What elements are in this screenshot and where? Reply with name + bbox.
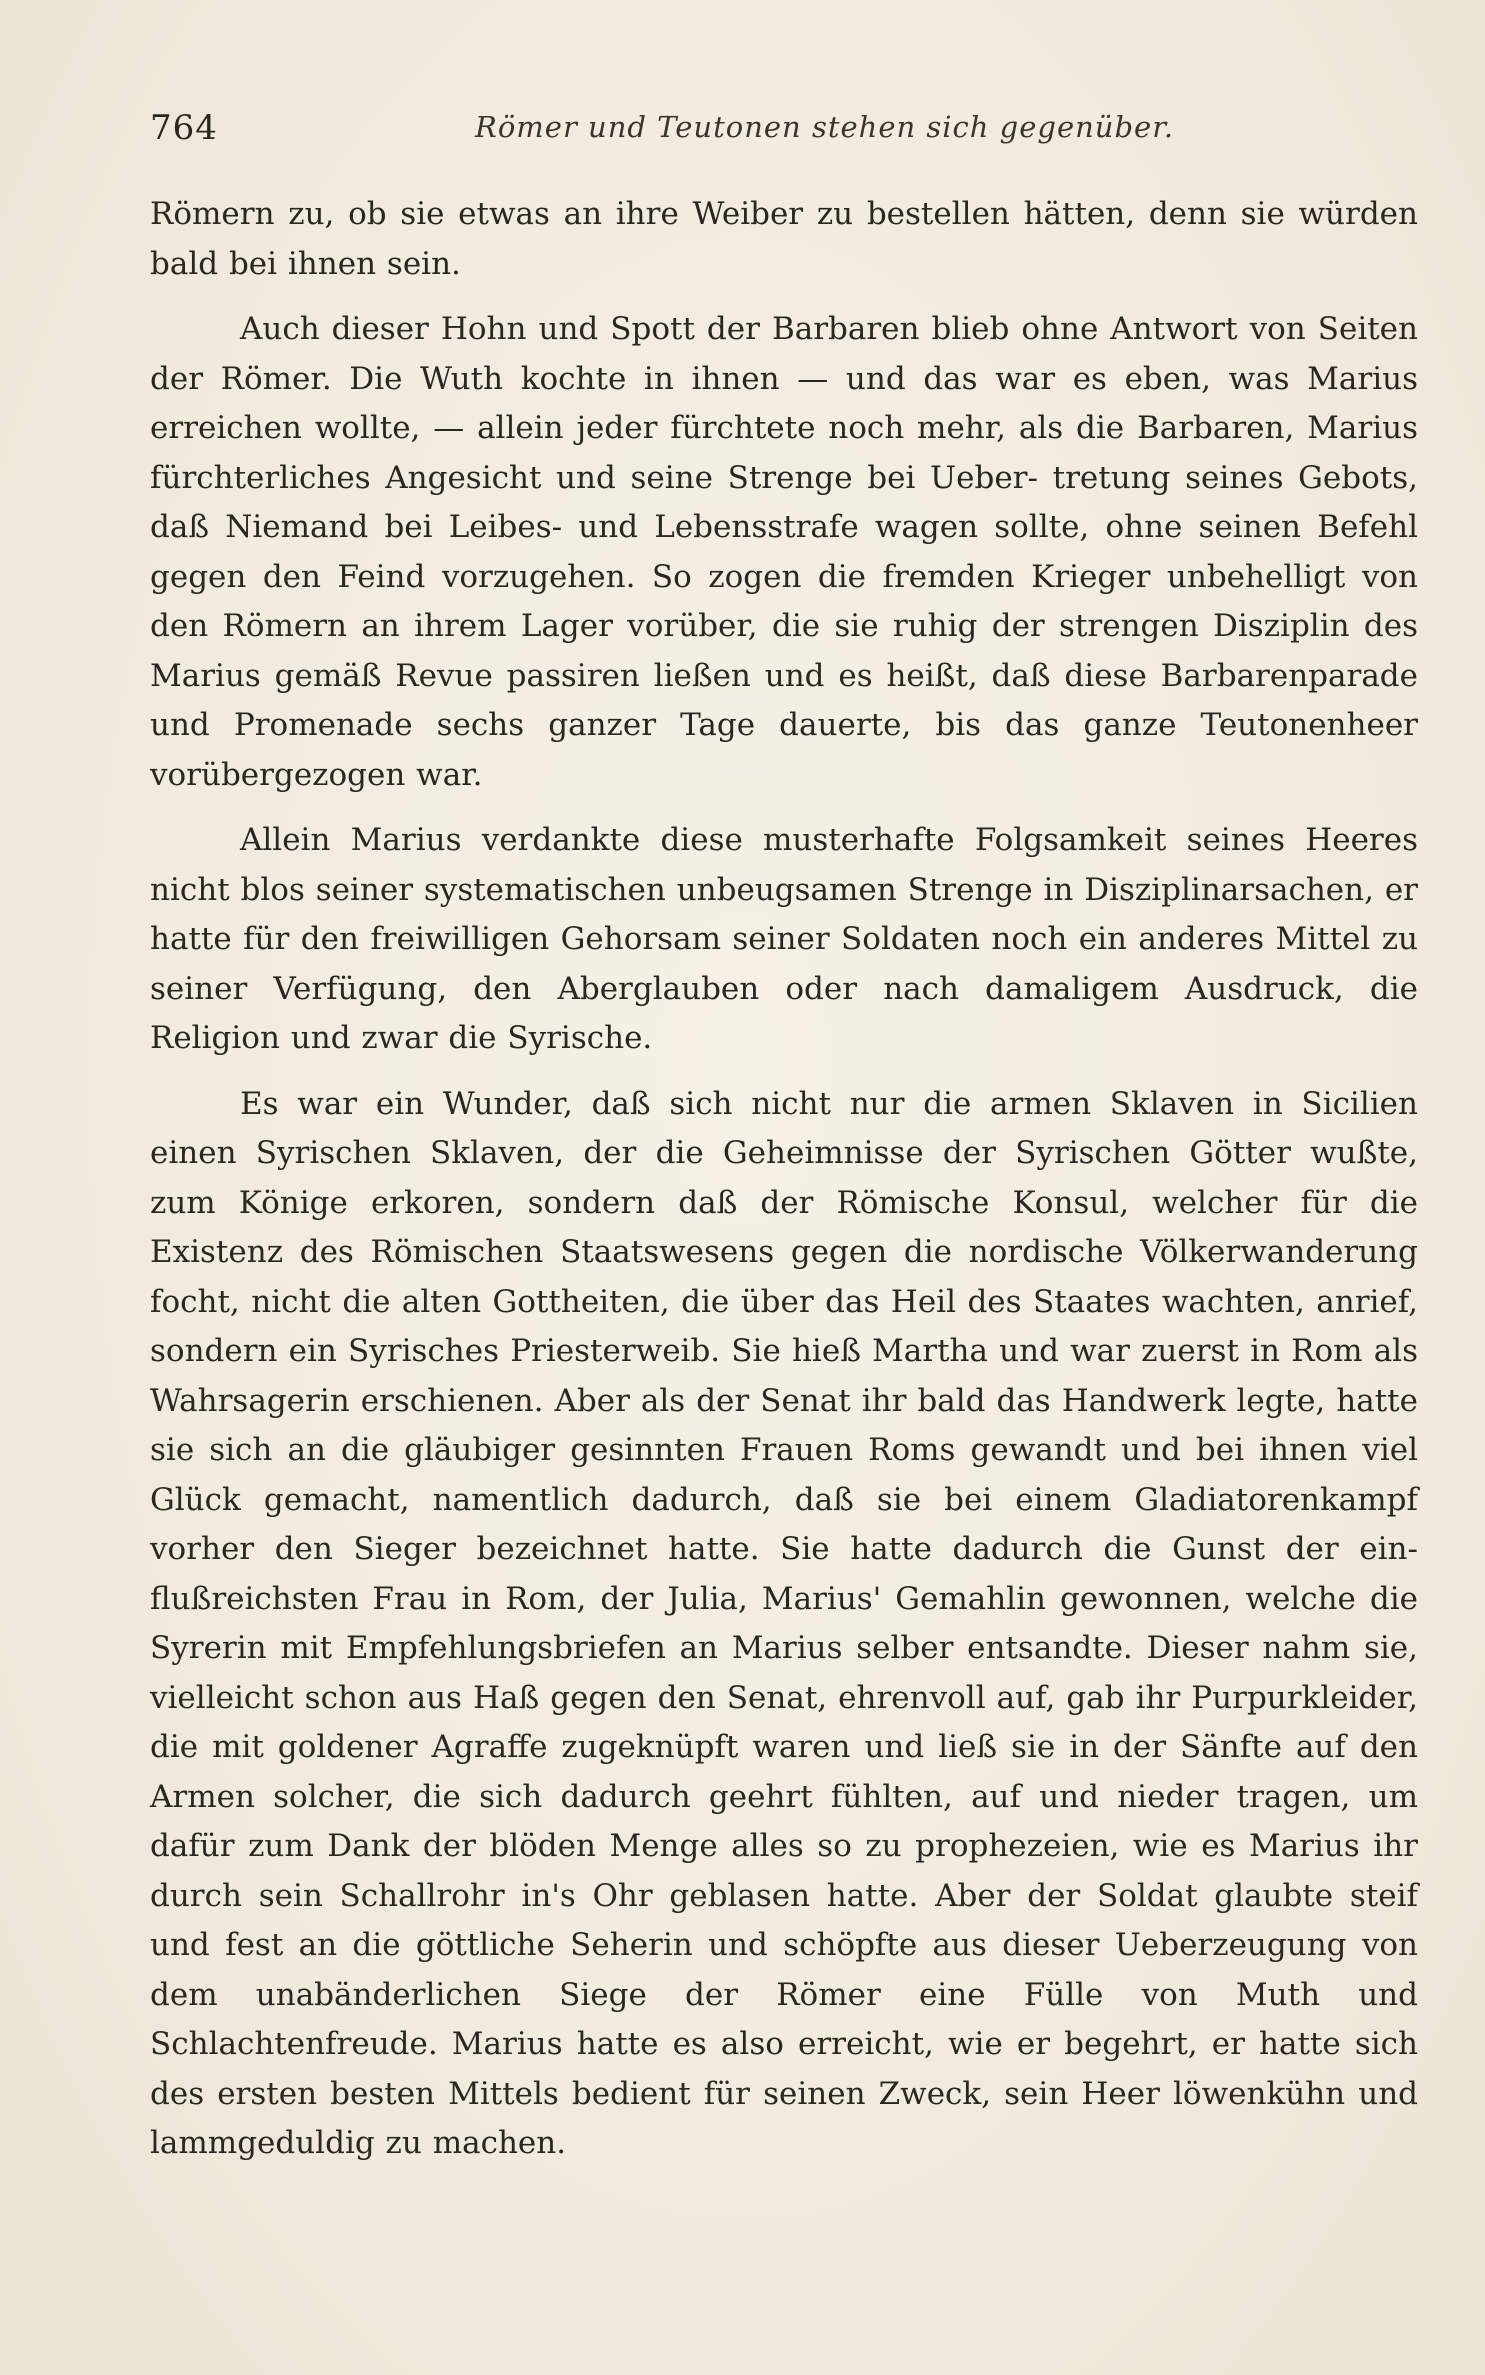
page-number: 764 [150, 108, 218, 148]
page-header [150, 108, 1420, 148]
paragraph: Allein Marius verdankte diese musterhafte Folgsamkeit seines Heeres nicht blos seiner systematischen unbeugsamen Strenge in Disziplinarsachen, er hatte für den freiwilligen Gehorsam seiner Soldaten noch ein anderes Mittel zu seiner Verfügung, den Aberglauben oder nach damaligem Ausdruck, die Religion und zwar die Syrische. [150, 822, 1418, 1056]
paragraph: Es war ein Wunder, daß sich nicht nur die armen Sklaven in Sicilien einen Syrischen Sklaven, der die Geheimnisse der Syrischen Götter wußte, zum Könige erkoren, sondern daß der Römische Konsul, welcher für die Existenz des Römischen Staatswesens gegen die nordische Völkerwanderung focht, nicht die alten Gottheiten, die über das Heil des Staates wachten, anrief, sondern ein Syrisches Priesterweib. Sie hieß Martha und war zuerst in Rom als Wahrsagerin erschienen. Aber als der Senat ihr bald das Handwerk legte, hatte sie sich an die gläubiger gesinnten Frauen Roms gewandt und bei ihnen viel Glück gemacht, namentlich dadurch, daß sie bei einem Gladiatorenkampf vorher den Sieger bezeichnet hatte. Sie hatte dadurch die Gunst der ein- flußreichsten Frau in Rom, der Julia, Marius' Gemahlin gewonnen, welche die Syrerin mit Empfehlungsbriefen an Marius selber entsandte. Dieser nahm sie, vielleicht schon aus Haß gegen den Senat, ehrenvoll auf, gab ihr Purpurkleider, die mit goldener Agraffe zugeknüpft waren und ließ sie in der Sänfte auf den Armen solcher, die sich dadurch geehrt fühlten, auf und nieder tragen, um dafür zum Dank der blöden Menge alles so zu prophezeien, wie es Marius ihr durch sein Schallrohr in's Ohr geblasen hatte. Aber der Soldat glaubte steif und fest an die göttliche Seherin und schöpfte aus dieser Ueberzeugung von dem unabänderlichen Siege der Römer eine Fülle von Muth und Schlachtenfreude. Marius hatte es also erreicht, wie er begehrt, er hatte sich des ersten besten Mittels bedient für seinen Zweck, sein Heer löwenkühn und lammgeduldig zu machen. [150, 1085, 1418, 2161]
running-head: Römer und Teutonen stehen sich gegenüber. [475, 110, 1175, 144]
body-text [150, 190, 1418, 2169]
paragraph-continuation: Römern zu, ob sie etwas an ihre Weiber zu bestellen hätten, denn sie würden bald bei ihnen sein. [150, 196, 1418, 282]
paragraph: Auch dieser Hohn und Spott der Barbaren blieb ohne Antwort von Seiten der Römer. Die Wuth kochte in ihnen — und das war es eben, was Marius erreichen wollte, — allein jeder fürchtete noch mehr, als die Barbaren, Marius fürchterliches Angesicht und seine Strenge bei Ueber- tretung seines Gebots, daß Niemand bei Leibes- und Lebensstrafe wagen sollte, ohne seinen Befehl gegen den Feind vorzugehen. So zogen die fremden Krieger unbehelligt von den Römern an ihrem Lager vorüber, die sie ruhig der strengen Disziplin des Marius gemäß Revue passiren ließen und es heißt, daß diese Barbarenparade und Promenade sechs ganzer Tage dauerte, bis das ganze Teutonenheer vorübergezogen war. [150, 311, 1418, 793]
